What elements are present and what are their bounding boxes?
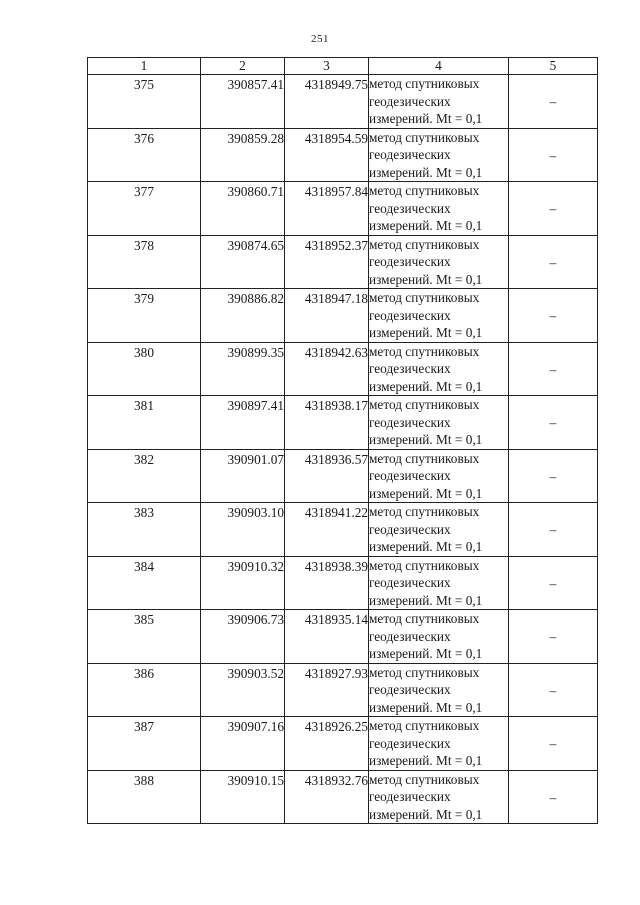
- method-cell: [369, 663, 509, 717]
- y-coordinate-cell-text: 4318926.25: [304, 719, 368, 734]
- y-coordinate-cell: [285, 342, 369, 396]
- x-coordinate-cell: [201, 610, 285, 664]
- y-coordinate-cell-text: 4318938.39: [304, 558, 368, 574]
- point-number-cell-text: 379: [134, 291, 154, 306]
- y-coordinate-cell: [285, 396, 369, 450]
- point-number-cell: [88, 556, 201, 610]
- y-coordinate-cell-text: 4318952.37: [304, 237, 368, 253]
- note-cell: [509, 610, 598, 664]
- method-cell: [369, 342, 509, 396]
- y-coordinate-cell-text: 4318932.76: [304, 772, 368, 788]
- x-coordinate-cell: [201, 182, 285, 236]
- table-row: [88, 663, 598, 717]
- table-row: [88, 556, 598, 610]
- y-coordinate-cell: [285, 610, 369, 664]
- table-row: [88, 342, 598, 396]
- point-number-cell: [88, 128, 201, 182]
- note-cell-text: –: [549, 736, 557, 751]
- y-coordinate-cell-text: 4318942.63: [304, 344, 368, 360]
- y-coordinate-cell: [285, 717, 369, 771]
- x-coordinate-cell: [201, 342, 285, 396]
- note-cell-text: –: [549, 147, 557, 163]
- method-cell-text: метод спутниковых геодезических измерений. Mt = 0,1: [369, 664, 483, 715]
- point-number-cell: [88, 449, 201, 503]
- method-cell-text: метод спутниковых геодезических измерений. Mt = 0,1: [369, 290, 483, 340]
- x-coordinate-cell-text: 390910.15: [227, 772, 284, 788]
- point-number-cell: [88, 396, 201, 450]
- table-row: [88, 235, 598, 289]
- point-number-cell: [88, 770, 201, 824]
- note-cell-text: –: [549, 629, 557, 644]
- method-cell: [369, 610, 509, 664]
- x-coordinate-cell-text: 390897.41: [227, 398, 284, 413]
- method-cell-text: метод спутниковых геодезических измерений. Mt = 0,1: [369, 771, 483, 822]
- note-cell: [509, 342, 598, 396]
- method-cell-text: метод спутниковых геодезических измерений. Mt = 0,1: [369, 611, 483, 661]
- note-cell: [509, 235, 598, 289]
- note-cell: [509, 717, 598, 771]
- note-cell: [509, 770, 598, 824]
- x-coordinate-cell-text: 390874.65: [227, 237, 284, 253]
- point-number-cell: [88, 342, 201, 396]
- note-cell-text: –: [549, 522, 557, 537]
- point-number-cell: [88, 235, 201, 289]
- x-coordinate-cell: [201, 717, 285, 771]
- method-cell-text: метод спутниковых геодезических измерений. Mt = 0,1: [369, 557, 483, 608]
- y-coordinate-cell-text: 4318949.75: [304, 77, 368, 92]
- header-col-4: 4: [369, 58, 509, 75]
- point-number-cell-text: 381: [134, 398, 154, 413]
- note-cell-text: –: [549, 308, 557, 323]
- method-cell: [369, 556, 509, 610]
- x-coordinate-cell: [201, 770, 285, 824]
- method-cell: [369, 75, 509, 129]
- y-coordinate-cell-text: 4318954.59: [304, 130, 368, 146]
- header-col-5: 5: [509, 58, 598, 75]
- method-cell: [369, 770, 509, 824]
- y-coordinate-cell-text: 4318957.84: [304, 184, 368, 199]
- method-cell: [369, 396, 509, 450]
- method-cell: [369, 503, 509, 557]
- table-row: [88, 610, 598, 664]
- x-coordinate-cell: [201, 663, 285, 717]
- point-number-cell: [88, 610, 201, 664]
- note-cell-text: –: [549, 201, 557, 216]
- x-coordinate-cell-text: 390910.32: [227, 558, 284, 574]
- point-number-cell: [88, 75, 201, 129]
- note-cell: [509, 128, 598, 182]
- header-col-2: 2: [201, 58, 285, 75]
- y-coordinate-cell: [285, 770, 369, 824]
- table-body: [88, 75, 598, 824]
- table-row: [88, 717, 598, 771]
- x-coordinate-cell-text: 390903.52: [227, 665, 284, 681]
- table-header: [88, 58, 598, 75]
- method-cell: [369, 235, 509, 289]
- y-coordinate-cell: [285, 663, 369, 717]
- method-cell-text: метод спутниковых геодезических измерений. Mt = 0,1: [369, 76, 483, 126]
- x-coordinate-cell: [201, 503, 285, 557]
- table-row: [88, 128, 598, 182]
- method-cell-text: метод спутниковых геодезических измерений. Mt = 0,1: [369, 504, 483, 554]
- y-coordinate-cell-text: 4318935.14: [304, 612, 368, 627]
- y-coordinate-cell: [285, 235, 369, 289]
- note-cell: [509, 75, 598, 129]
- note-cell: [509, 396, 598, 450]
- note-cell-text: –: [549, 468, 557, 484]
- x-coordinate-cell-text: 390860.71: [227, 184, 284, 199]
- method-cell: [369, 289, 509, 343]
- method-cell-text: метод спутниковых геодезических измерений. Mt = 0,1: [369, 397, 483, 447]
- x-coordinate-cell-text: 390899.35: [227, 344, 284, 360]
- header-col-1: 1: [88, 58, 201, 75]
- table-row: [88, 503, 598, 557]
- note-cell-text: –: [549, 575, 557, 591]
- y-coordinate-cell-text: 4318927.93: [304, 665, 368, 681]
- note-cell: [509, 289, 598, 343]
- y-coordinate-cell: [285, 128, 369, 182]
- table-row: [88, 182, 598, 236]
- point-number-cell-text: 377: [134, 184, 154, 199]
- table-row: [88, 396, 598, 450]
- header-col-3: 3: [285, 58, 369, 75]
- x-coordinate-cell-text: 390859.28: [227, 130, 284, 146]
- table-row: [88, 289, 598, 343]
- note-cell-text: –: [549, 254, 557, 270]
- y-coordinate-cell-text: 4318941.22: [304, 505, 368, 520]
- point-number-cell-text: 384: [134, 558, 154, 574]
- method-cell: [369, 128, 509, 182]
- point-number-cell: [88, 503, 201, 557]
- point-number-cell-text: 376: [134, 130, 154, 146]
- note-cell: [509, 182, 598, 236]
- note-cell-text: –: [549, 361, 557, 377]
- x-coordinate-cell: [201, 75, 285, 129]
- point-number-cell-text: 385: [134, 612, 154, 627]
- method-cell-text: метод спутниковых геодезических измерений. Mt = 0,1: [369, 450, 483, 501]
- point-number-cell-text: 386: [134, 665, 154, 681]
- table-row: [88, 75, 598, 129]
- y-coordinate-cell-text: 4318938.17: [304, 398, 368, 413]
- method-cell: [369, 182, 509, 236]
- method-cell-text: метод спутниковых геодезических измерений. Mt = 0,1: [369, 183, 483, 233]
- table-row: [88, 770, 598, 824]
- x-coordinate-cell: [201, 289, 285, 343]
- y-coordinate-cell-text: 4318936.57: [304, 451, 368, 467]
- y-coordinate-cell-text: 4318947.18: [304, 291, 368, 306]
- method-cell-text: метод спутниковых геодезических измерений. Mt = 0,1: [369, 343, 483, 394]
- method-cell-text: метод спутниковых геодезических измерений. Mt = 0,1: [369, 718, 483, 768]
- point-number-cell-text: 378: [134, 237, 154, 253]
- x-coordinate-cell: [201, 235, 285, 289]
- x-coordinate-cell-text: 390886.82: [227, 291, 284, 306]
- table-row: [88, 449, 598, 503]
- point-number-cell-text: 383: [134, 505, 154, 520]
- point-number-cell: [88, 182, 201, 236]
- note-cell-text: –: [549, 682, 557, 698]
- note-cell: [509, 449, 598, 503]
- x-coordinate-cell: [201, 128, 285, 182]
- x-coordinate-cell: [201, 396, 285, 450]
- y-coordinate-cell: [285, 449, 369, 503]
- point-number-cell-text: 388: [134, 772, 154, 788]
- y-coordinate-cell: [285, 182, 369, 236]
- x-coordinate-cell-text: 390901.07: [227, 451, 284, 467]
- point-number-cell-text: 382: [134, 451, 154, 467]
- x-coordinate-cell: [201, 449, 285, 503]
- point-number-cell-text: 375: [134, 77, 154, 92]
- point-number-cell: [88, 663, 201, 717]
- y-coordinate-cell: [285, 503, 369, 557]
- coordinates-table: [87, 57, 598, 824]
- header-row: [88, 58, 598, 75]
- method-cell: [369, 449, 509, 503]
- y-coordinate-cell: [285, 75, 369, 129]
- y-coordinate-cell: [285, 289, 369, 343]
- x-coordinate-cell-text: 390903.10: [227, 505, 284, 520]
- point-number-cell-text: 387: [134, 719, 154, 734]
- note-cell: [509, 663, 598, 717]
- x-coordinate-cell-text: 390857.41: [227, 77, 284, 92]
- note-cell-text: –: [549, 789, 557, 805]
- method-cell-text: метод спутниковых геодезических измерений. Mt = 0,1: [369, 129, 483, 180]
- note-cell-text: –: [549, 415, 557, 430]
- note-cell: [509, 556, 598, 610]
- point-number-cell-text: 380: [134, 344, 154, 360]
- method-cell: [369, 717, 509, 771]
- method-cell-text: метод спутниковых геодезических измерений. Mt = 0,1: [369, 236, 483, 287]
- y-coordinate-cell: [285, 556, 369, 610]
- point-number-cell: [88, 717, 201, 771]
- point-number-cell: [88, 289, 201, 343]
- note-cell-text: –: [549, 94, 557, 109]
- x-coordinate-cell: [201, 556, 285, 610]
- x-coordinate-cell-text: 390906.73: [227, 612, 284, 627]
- page-number: 251: [311, 33, 329, 45]
- x-coordinate-cell-text: 390907.16: [227, 719, 284, 734]
- note-cell: [509, 503, 598, 557]
